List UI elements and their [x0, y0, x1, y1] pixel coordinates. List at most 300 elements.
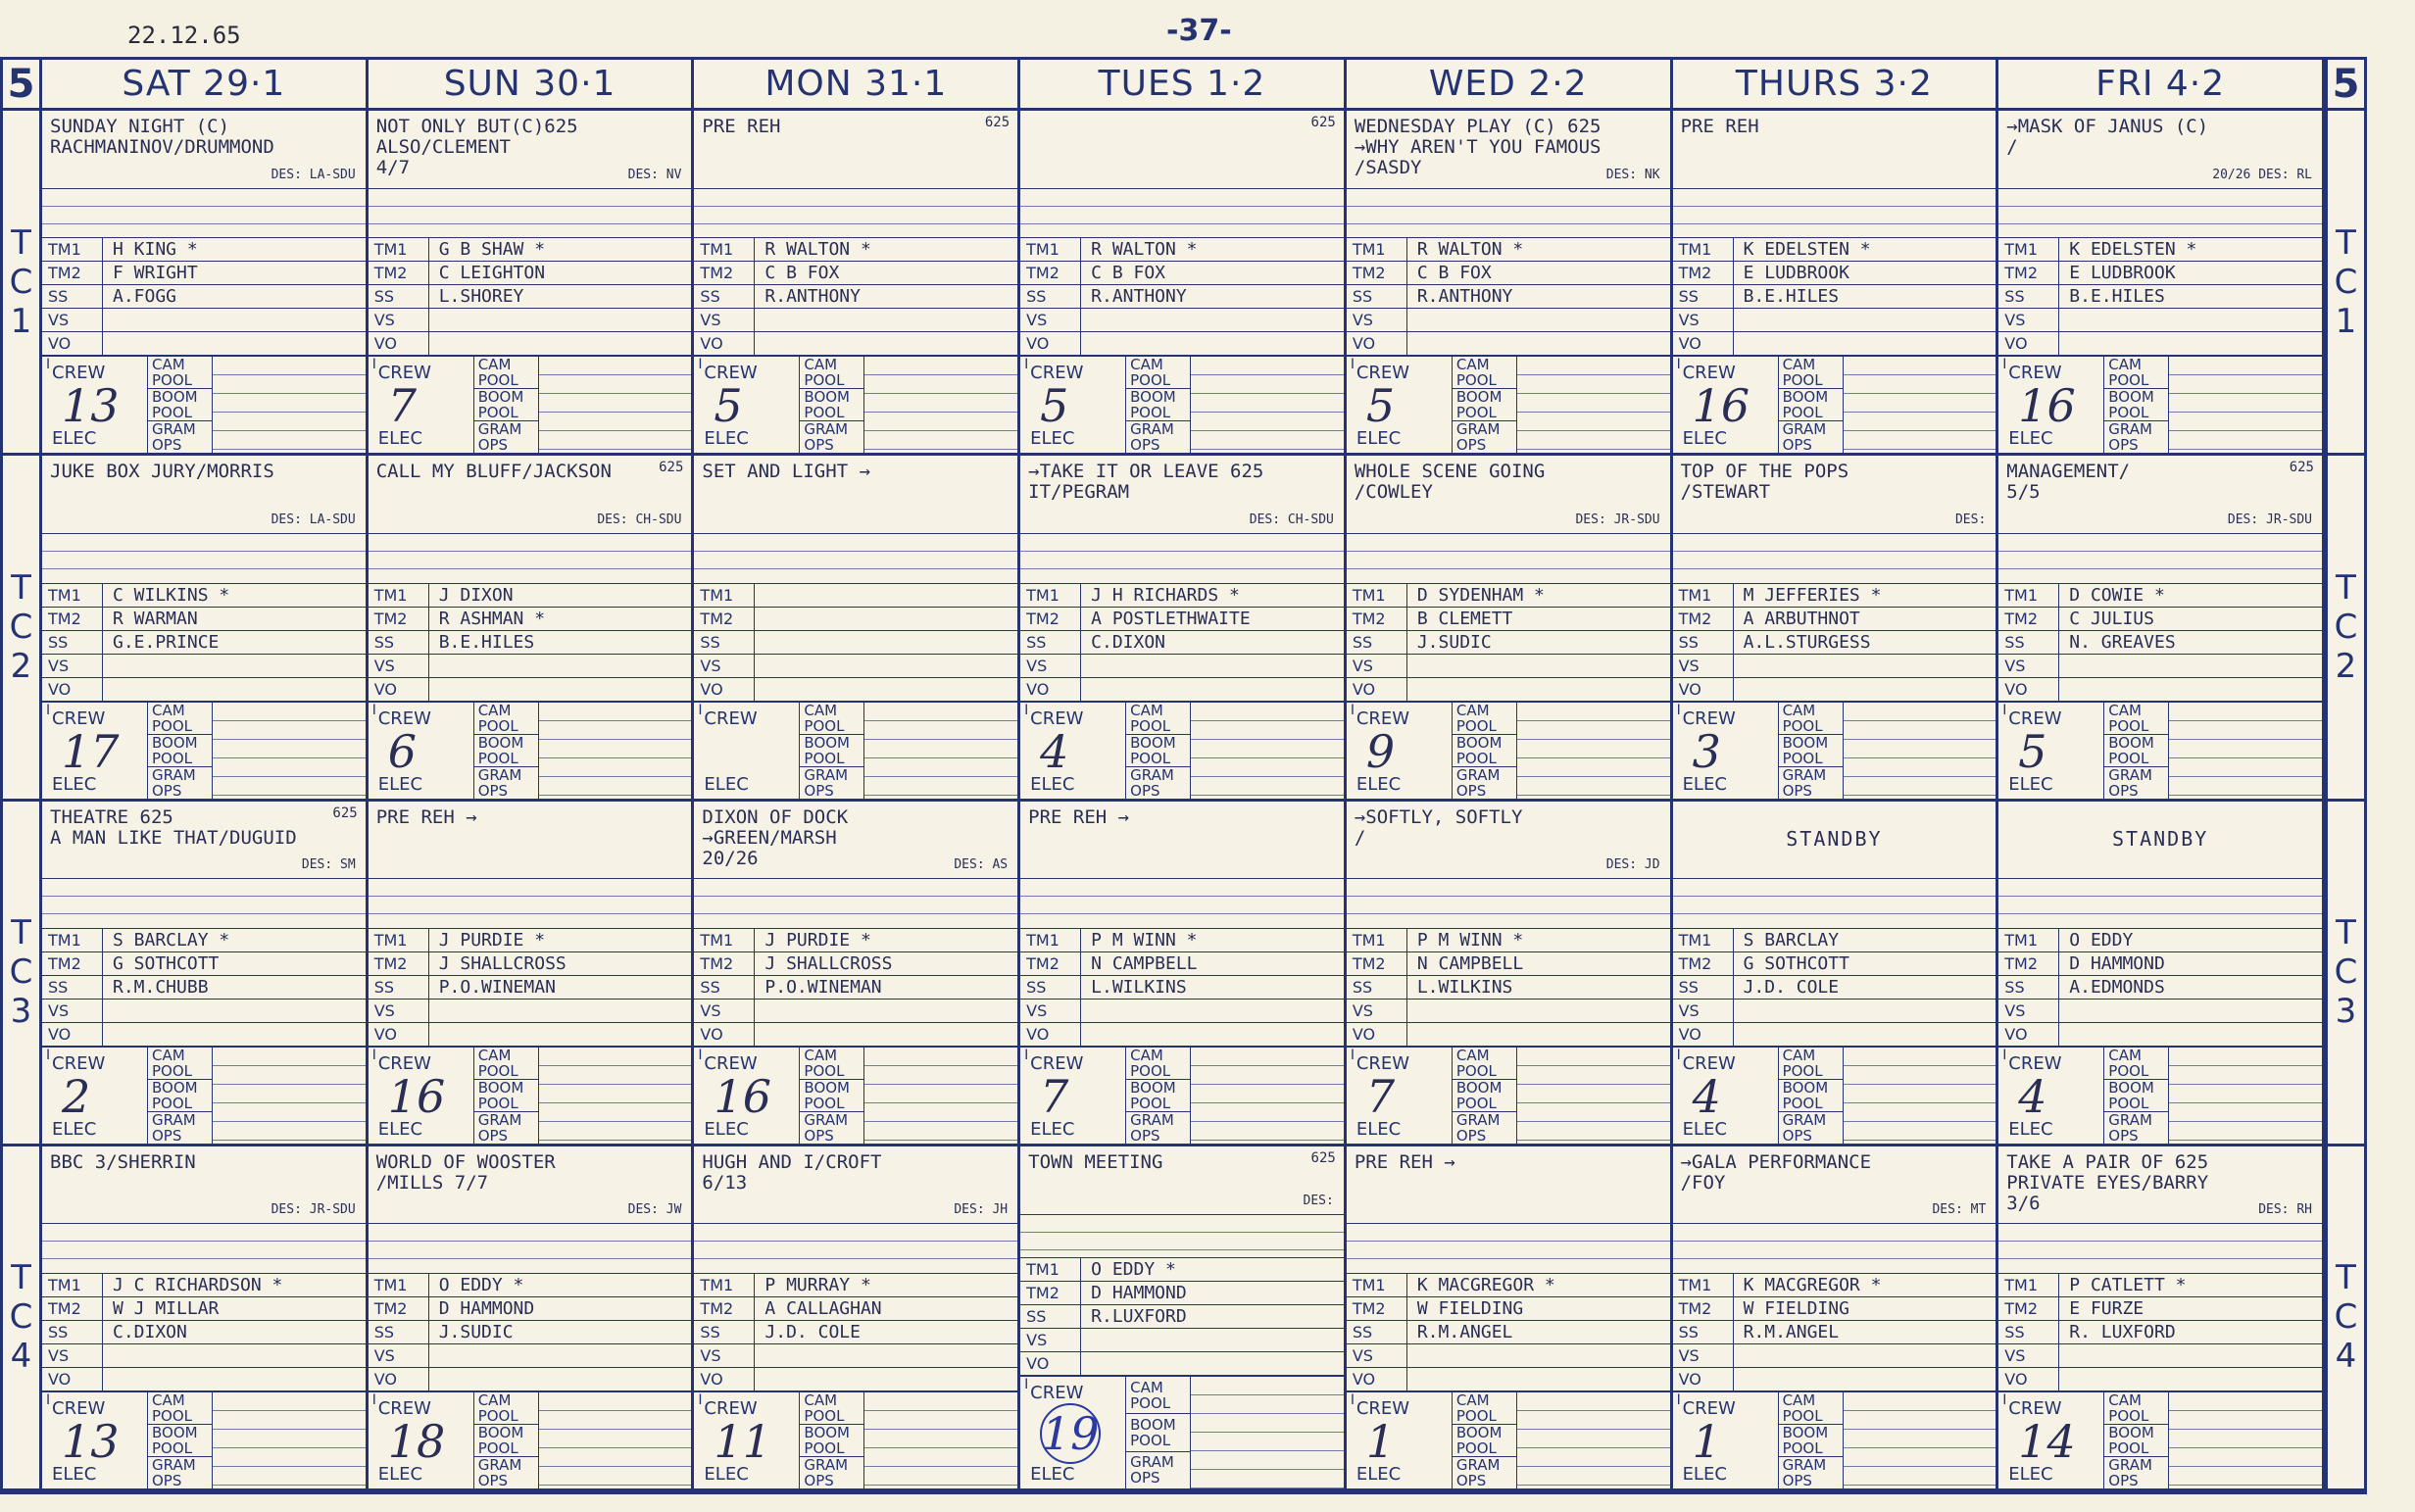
- roman-numeral: I: [371, 1047, 376, 1063]
- crew-name: C.DIXON: [113, 1322, 187, 1342]
- role-label: TM2: [1020, 262, 1081, 284]
- crew-box: [369, 703, 474, 799]
- ops-label: OPS: [804, 1126, 834, 1145]
- crew-name: G.E.PRINCE: [113, 631, 220, 653]
- crew-label: CREW: [704, 1398, 758, 1419]
- elec-label: ELEC: [377, 773, 423, 795]
- schedule-cell: [42, 456, 369, 801]
- roman-numeral: I: [46, 702, 51, 718]
- crew-box: [369, 357, 474, 453]
- crew-label: CREW: [704, 363, 758, 384]
- crew-row-vs: [1347, 655, 1670, 678]
- cam-pool-label: [1453, 1048, 1516, 1080]
- crew-row-vs: [694, 1000, 1017, 1023]
- programme-title: PRE REH →: [1028, 805, 1130, 828]
- role-label: VO: [42, 678, 103, 701]
- boom-pool-label: [1126, 735, 1190, 767]
- crew-name: F WRIGHT: [113, 263, 198, 284]
- role-label: VS: [369, 1000, 429, 1022]
- role-label: TM2: [1347, 608, 1407, 630]
- crew-row-tm1: [694, 238, 1017, 262]
- pool-label: POOL: [477, 1094, 518, 1112]
- boom-pool-label: [1779, 389, 1843, 421]
- crew-name: R.ANTHONY: [764, 286, 861, 308]
- role-label: TM2: [1020, 952, 1081, 975]
- role-label: TM1: [1673, 929, 1734, 951]
- cam-label: CAM: [1130, 356, 1163, 374]
- crew-equipment-block: [1998, 1047, 2322, 1144]
- pool-label: POOL: [1455, 1094, 1497, 1112]
- ruled-lines: [1998, 189, 2322, 239]
- ruled-lines: [1844, 1048, 1996, 1144]
- cam-pool-label: [1126, 357, 1190, 389]
- gram-ops-label: [474, 1112, 538, 1144]
- designer-code: DES: LA-SDU: [271, 512, 356, 527]
- cam-label: CAM: [1130, 701, 1163, 719]
- day-header: SUN 30·1: [369, 60, 695, 111]
- role-label: VS: [1347, 309, 1407, 331]
- crew-assignments: [42, 584, 366, 702]
- cam-pool-label: [800, 1392, 863, 1425]
- page-date: 22.12.65: [127, 22, 241, 49]
- gram-label: GRAM: [2108, 420, 2152, 439]
- crew-equipment-block: [369, 356, 692, 453]
- crew-label: CREW: [52, 1398, 106, 1419]
- role-label: TM2: [42, 952, 103, 975]
- cam-pool-label: [1453, 357, 1516, 389]
- ruled-lines: [1998, 534, 2322, 584]
- boom-label: BOOM: [152, 733, 198, 752]
- role-label: VO: [1998, 1368, 2059, 1390]
- pool-labels: [1453, 1048, 1517, 1144]
- format-code: 625: [1310, 115, 1336, 130]
- ops-label: OPS: [477, 436, 509, 455]
- elec-label: ELEC: [1682, 428, 1727, 450]
- ruled-lines: [1347, 879, 1670, 929]
- crew-number: 5: [2018, 724, 2047, 778]
- crew-name: [2059, 1368, 2322, 1390]
- cam-label: CAM: [152, 701, 185, 719]
- gram-label: GRAM: [1455, 765, 1501, 784]
- programme-title: TOWN MEETING: [1028, 1150, 1163, 1173]
- gram-ops-label: [1126, 1112, 1190, 1144]
- pool-labels: [1126, 703, 1191, 799]
- studio-name: TC1: [2334, 222, 2358, 341]
- crew-label: CREW: [377, 1398, 431, 1419]
- gram-ops-label: [2104, 1457, 2168, 1488]
- role-label: VO: [1020, 1352, 1081, 1375]
- programme-title: TOP OF THE POPS /STEWART: [1680, 461, 1849, 504]
- designer-code: DES: JH: [954, 1202, 1009, 1218]
- pool-labels: [800, 1048, 864, 1144]
- crew-equipment-block: [1347, 356, 1670, 453]
- gram-label: GRAM: [1782, 420, 1827, 439]
- crew-assignments: [369, 238, 692, 356]
- crew-name: G SOTHCOTT: [113, 952, 220, 974]
- crew-name: [1081, 1023, 1344, 1046]
- role-label: TM1: [694, 238, 755, 261]
- crew-row-tm2: [1347, 262, 1670, 285]
- crew-row-tm1: [42, 929, 366, 952]
- crew-row-tm1: [1998, 1274, 2322, 1297]
- crew-assignments: [369, 584, 692, 702]
- role-label: VO: [1673, 1023, 1734, 1046]
- crew-box: [1673, 357, 1779, 453]
- boom-label: BOOM: [477, 388, 524, 407]
- crew-row-vs: [1020, 309, 1344, 332]
- boom-pool-label: [1779, 735, 1843, 767]
- boom-pool-label: [148, 1080, 212, 1112]
- pool-label: POOL: [2108, 749, 2149, 767]
- crew-row-tm1: [694, 1274, 1017, 1297]
- programme-title: →MASK OF JANUS (C) /: [2006, 116, 2209, 158]
- ruled-lines: [42, 879, 366, 929]
- schedule-cell: [1347, 1146, 1673, 1491]
- role-label: VS: [1998, 1000, 2059, 1022]
- crew-row-ss: [1998, 1321, 2322, 1344]
- crew-row-ss: [369, 1321, 692, 1344]
- boom-pool-label: [1453, 735, 1516, 767]
- ops-label: OPS: [1130, 781, 1160, 800]
- gram-ops-label: [1779, 1112, 1843, 1144]
- programme-title: CALL MY BLUFF/JACKSON: [375, 461, 612, 483]
- programme-entry: [1673, 802, 1996, 880]
- crew-equipment-block: [1020, 356, 1344, 453]
- pool-label: POOL: [1130, 1094, 1171, 1112]
- role-label: TM2: [1998, 952, 2059, 975]
- crew-row-ss: [694, 285, 1017, 309]
- crew-assignments: [1347, 238, 1670, 356]
- elec-label: ELEC: [704, 773, 749, 795]
- cam-pool-label: [1779, 357, 1843, 389]
- crew-row-vs: [694, 655, 1017, 678]
- crew-row-vs: [1998, 1000, 2322, 1023]
- ruled-lines: [694, 1224, 1017, 1274]
- crew-name: P.O.WINEMAN: [438, 976, 556, 998]
- role-label: VO: [369, 678, 429, 701]
- role-label: TM1: [694, 584, 755, 607]
- pool-label: POOL: [152, 1094, 193, 1112]
- cam-pool-label: [1453, 703, 1516, 735]
- crew-row-vo: [42, 1023, 366, 1047]
- day-header: SAT 29·1: [42, 60, 369, 111]
- crew-name: J PURDIE *: [764, 929, 871, 951]
- pool-label: POOL: [1130, 371, 1171, 390]
- ops-label: OPS: [804, 436, 834, 455]
- crew-row-vo: [1020, 1023, 1344, 1047]
- crew-box: [42, 1392, 148, 1488]
- ops-label: OPS: [152, 1126, 182, 1145]
- crew-name: [2059, 1000, 2322, 1022]
- roman-numeral: I: [1024, 357, 1029, 373]
- pool-label: POOL: [1455, 749, 1497, 767]
- boom-label: BOOM: [1782, 733, 1829, 752]
- crew-row-tm1: [694, 929, 1017, 952]
- schedule-cell: [1998, 802, 2325, 1146]
- crew-row-tm1: [1673, 1274, 1996, 1297]
- crew-row-vo: [694, 678, 1017, 702]
- crew-number: 16: [387, 1069, 446, 1123]
- role-label: SS: [42, 631, 103, 654]
- crew-equipment-block: [1673, 1391, 1996, 1488]
- crew-name: G SOTHCOTT: [1743, 952, 1849, 974]
- boom-label: BOOM: [1455, 388, 1503, 407]
- designer-code: DES: JW: [627, 1202, 682, 1218]
- pool-label: POOL: [1782, 749, 1823, 767]
- gram-ops-label: [1779, 767, 1843, 799]
- programme-entry: [694, 111, 1017, 189]
- crew-row-ss: [1347, 285, 1670, 309]
- schedule-cell: [1347, 802, 1673, 1146]
- pool-label: POOL: [804, 1407, 845, 1425]
- cam-pool-label: [1126, 1048, 1190, 1080]
- cam-pool-label: [148, 703, 212, 735]
- crew-row-tm2: [1673, 262, 1996, 285]
- crew-equipment-block: [694, 1391, 1017, 1488]
- crew-name: N. GREAVES: [2069, 631, 2176, 653]
- role-label: SS: [1347, 976, 1407, 999]
- role-label: VS: [42, 1000, 103, 1022]
- boom-pool-label: [474, 1425, 538, 1457]
- studio-label-right: [2325, 456, 2364, 801]
- ruled-lines: [213, 1048, 366, 1144]
- pool-label: POOL: [2108, 1439, 2149, 1457]
- pool-labels: [1779, 703, 1844, 799]
- crew-row-ss: [1673, 285, 1996, 309]
- crew-row-ss: [42, 1321, 366, 1344]
- pool-labels: [148, 1048, 213, 1144]
- role-label: VS: [1998, 655, 2059, 677]
- crew-row-tm2: [694, 608, 1017, 631]
- cam-label: CAM: [804, 356, 838, 374]
- elec-label: ELEC: [2008, 1464, 2053, 1485]
- gram-ops-label: [800, 1457, 863, 1488]
- cam-label: CAM: [477, 701, 512, 719]
- crew-assignments: [1998, 1274, 2322, 1391]
- crew-label: CREW: [377, 707, 431, 729]
- programme-title: SUNDAY NIGHT (C) RACHMANINOV/DRUMMOND: [50, 116, 274, 158]
- ruled-lines: [1844, 357, 1996, 453]
- schedule-cell: [1998, 1146, 2325, 1491]
- ruled-lines: [1191, 1048, 1344, 1144]
- cam-pool-label: [474, 357, 538, 389]
- ops-label: OPS: [1455, 436, 1487, 455]
- crew-name: [429, 1000, 692, 1022]
- programme-entry: [1347, 111, 1670, 189]
- pool-label: POOL: [152, 1439, 193, 1457]
- cam-label: CAM: [152, 1391, 185, 1409]
- gram-ops-label: [474, 1457, 538, 1488]
- programme-title: JUKE BOX JURY/MORRIS: [50, 461, 274, 483]
- crew-box: [42, 357, 148, 453]
- crew-name: [2059, 1023, 2322, 1046]
- role-label: TM1: [1673, 584, 1734, 607]
- pool-label: POOL: [804, 1061, 845, 1080]
- crew-assignments: [42, 1274, 366, 1391]
- crew-name: [2059, 332, 2322, 355]
- cam-pool-label: [148, 1048, 212, 1080]
- pool-label: POOL: [1782, 1094, 1823, 1112]
- gram-label: GRAM: [152, 765, 196, 784]
- crew-name: C B FOX: [1416, 263, 1492, 284]
- ruled-lines: [539, 1392, 692, 1488]
- ruled-lines: [42, 534, 366, 584]
- crew-row-ss: [1998, 285, 2322, 309]
- designer-code: DES: SM: [301, 857, 356, 873]
- gram-label: GRAM: [1782, 765, 1827, 784]
- crew-name: [755, 655, 1017, 677]
- crew-row-tm1: [369, 584, 692, 608]
- cam-label: CAM: [1782, 701, 1816, 719]
- crew-name: N CAMPBELL: [1416, 952, 1524, 974]
- crew-name: K EDELSTEN *: [1743, 239, 1871, 261]
- gram-label: GRAM: [804, 765, 849, 784]
- boom-label: BOOM: [477, 1424, 524, 1441]
- programme-entry: [1020, 456, 1344, 534]
- crew-name: [755, 1368, 1017, 1390]
- programme-entry: [42, 802, 366, 880]
- crew-box: [369, 1048, 474, 1144]
- crew-box: [1673, 1392, 1779, 1488]
- role-label: SS: [694, 285, 755, 308]
- crew-row-tm2: [42, 608, 366, 631]
- boom-label: BOOM: [152, 388, 198, 407]
- role-label: VO: [694, 1368, 755, 1390]
- crew-name: R.M.ANGEL: [1743, 1322, 1840, 1342]
- designer-code: DES: NK: [1605, 167, 1660, 182]
- crew-number: 11: [714, 1415, 771, 1468]
- roman-numeral: I: [1350, 1392, 1355, 1408]
- role-label: TM2: [42, 608, 103, 630]
- boom-pool-label: [800, 389, 863, 421]
- elec-label: ELEC: [377, 1118, 423, 1140]
- elec-label: ELEC: [52, 428, 97, 450]
- programme-entry: [42, 456, 366, 534]
- boom-pool-label: [474, 389, 538, 421]
- role-label: SS: [1673, 285, 1734, 308]
- programme-title: PRE REH: [702, 116, 781, 137]
- crew-label: CREW: [1030, 1052, 1084, 1074]
- schedule-cell: [1673, 1146, 1999, 1491]
- crew-equipment-block: [1673, 702, 1996, 799]
- crew-name: R WALTON *: [1091, 239, 1198, 261]
- designer-code: DES: MT: [1932, 1202, 1987, 1218]
- roman-numeral: I: [1024, 1377, 1029, 1392]
- gram-ops-label: [148, 1457, 212, 1488]
- roman-numeral: I: [1024, 1047, 1029, 1063]
- ops-label: OPS: [804, 1472, 834, 1489]
- boom-pool-label: [2104, 735, 2168, 767]
- ruled-lines: [2169, 357, 2322, 453]
- programme-entry: [1998, 802, 2322, 880]
- pool-label: POOL: [1130, 749, 1171, 767]
- role-label: VO: [1347, 678, 1407, 701]
- studio-name: TC3: [2334, 913, 2358, 1032]
- crew-box: [1020, 1048, 1126, 1144]
- crew-name: [755, 608, 1017, 630]
- designer-code: DES: RH: [2258, 1202, 2312, 1218]
- boom-pool-label: [1453, 1425, 1516, 1457]
- crew-assignments: [1673, 1274, 1996, 1391]
- cam-pool-label: [2104, 703, 2168, 735]
- crew-name: P M WINN *: [1091, 929, 1198, 951]
- role-label: TM1: [1998, 1274, 2059, 1296]
- elec-label: ELEC: [1682, 1118, 1727, 1140]
- crew-row-vo: [1673, 332, 1996, 356]
- crew-name: [755, 1344, 1017, 1367]
- crew-name: [1734, 1023, 1996, 1046]
- cam-label: CAM: [1782, 1391, 1816, 1409]
- schedule-cell: [1673, 111, 1999, 456]
- elec-label: ELEC: [1030, 1464, 1075, 1485]
- programme-entry: [1020, 1146, 1344, 1215]
- pool-labels: [1779, 1048, 1844, 1144]
- role-label: SS: [694, 1321, 755, 1343]
- crew-name: B.E.HILES: [438, 631, 535, 653]
- gram-label: GRAM: [2108, 765, 2152, 784]
- role-label: VO: [1673, 1368, 1734, 1390]
- ruled-lines: [864, 703, 1017, 799]
- boom-label: BOOM: [804, 733, 851, 752]
- crew-box: [1673, 703, 1779, 799]
- role-label: VO: [694, 678, 755, 701]
- crew-row-ss: [1347, 976, 1670, 1000]
- crew-assignments: [1673, 929, 1996, 1047]
- programme-title: WEDNESDAY PLAY (C) 625 →WHY AREN'T YOU FAMOUS /SASDY: [1354, 116, 1602, 178]
- ops-label: OPS: [2108, 781, 2139, 800]
- cam-label: CAM: [477, 1391, 512, 1409]
- role-label: VS: [694, 1000, 755, 1022]
- crew-name: [1734, 655, 1996, 677]
- crew-assignments: [1347, 584, 1670, 702]
- boom-label: BOOM: [2108, 1424, 2154, 1441]
- crew-row-ss: [694, 976, 1017, 1000]
- ops-label: OPS: [2108, 436, 2139, 455]
- designer-code: DES: CH-SDU: [1249, 512, 1334, 527]
- programme-entry: [1998, 111, 2322, 189]
- crew-name: [2059, 655, 2322, 677]
- crew-label: CREW: [1030, 1383, 1084, 1403]
- crew-row-tm1: [1347, 584, 1670, 608]
- role-label: TM2: [1347, 262, 1407, 284]
- crew-name: D HAMMOND: [2069, 952, 2165, 974]
- ruled-lines: [1191, 1377, 1344, 1488]
- crew-label: CREW: [2008, 363, 2062, 384]
- gram-label: GRAM: [804, 420, 849, 439]
- gram-ops-label: [800, 421, 863, 453]
- cam-pool-label: [800, 357, 863, 389]
- crew-number: 16: [1692, 379, 1750, 433]
- gram-label: GRAM: [1130, 420, 1174, 439]
- day-header: MON 31·1: [694, 60, 1020, 111]
- boom-label: BOOM: [1455, 1078, 1503, 1097]
- crew-equipment-block: [1020, 1047, 1344, 1144]
- ops-label: OPS: [804, 781, 834, 800]
- roman-numeral: I: [371, 357, 376, 373]
- crew-row-tm1: [369, 1274, 692, 1297]
- designer-code: 20/26 DES: RL: [2212, 167, 2312, 182]
- boom-pool-label: [800, 735, 863, 767]
- roman-numeral: I: [2002, 1047, 2007, 1063]
- roman-numeral: I: [1676, 357, 1681, 373]
- pool-label: POOL: [152, 371, 193, 390]
- crew-assignments: [1998, 929, 2322, 1047]
- crew-assignments: [1998, 584, 2322, 702]
- day-header: THURS 3·2: [1673, 60, 1999, 111]
- elec-label: ELEC: [1030, 773, 1075, 795]
- ruled-lines: [1191, 357, 1344, 453]
- crew-row-tm2: [1020, 608, 1344, 631]
